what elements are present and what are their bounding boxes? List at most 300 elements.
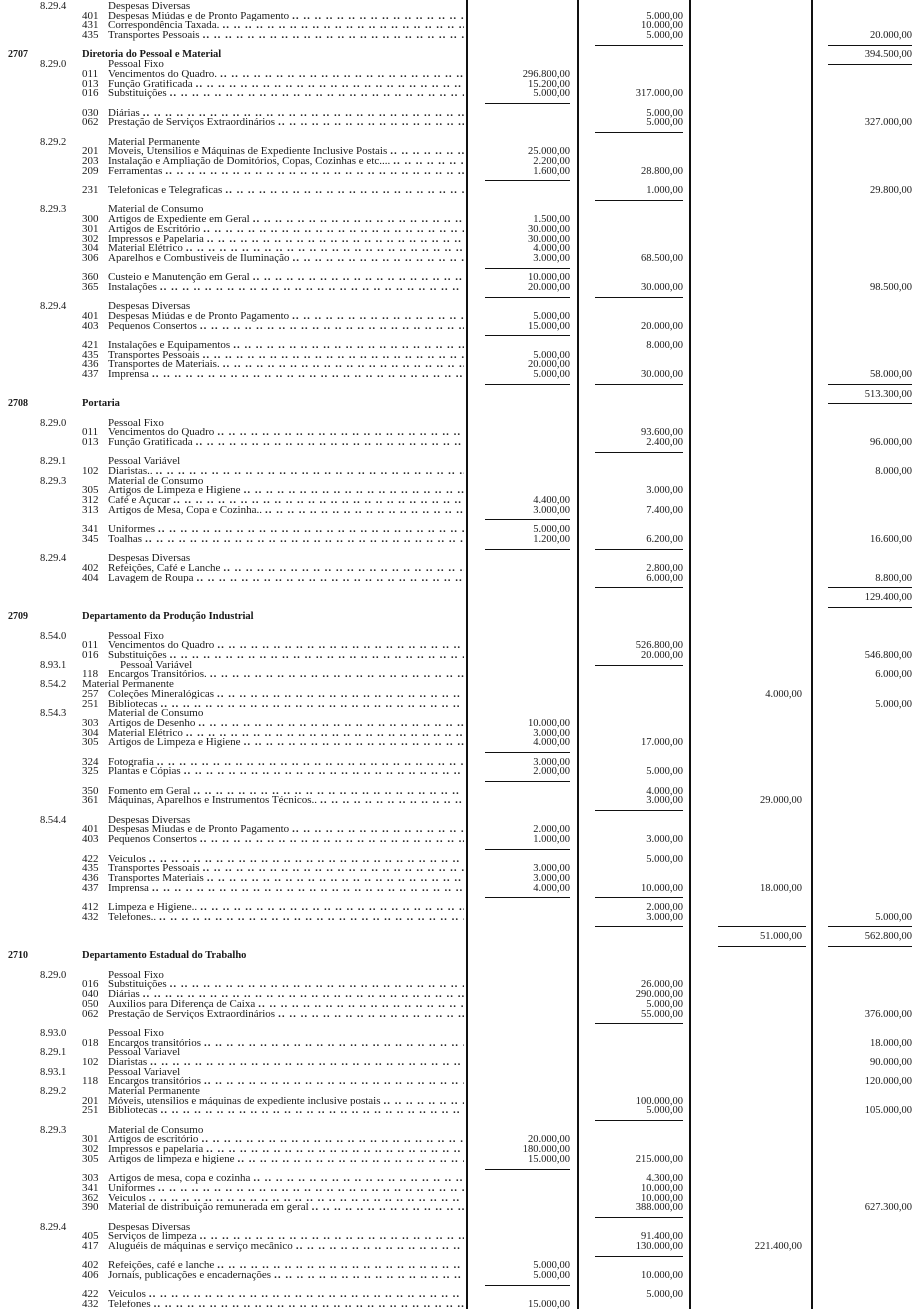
item-description	[108, 70, 464, 80]
separator-row	[0, 845, 915, 855]
item-description	[108, 118, 464, 128]
amount-c4: 627.300,00	[864, 1202, 912, 1214]
dot-leader	[157, 758, 464, 768]
item-description-text: Transportes Materiais	[108, 873, 204, 884]
item-number: 402	[82, 561, 99, 574]
table-row	[0, 687, 915, 700]
section-code: 8.93.1	[40, 659, 67, 671]
item-number: 437	[82, 881, 99, 894]
amount-c4: 327.000,00	[864, 117, 912, 129]
item-number: 303	[82, 1172, 99, 1185]
total-row	[0, 390, 915, 400]
department-row	[0, 612, 915, 622]
item-description-text: Moveis, Utensilios e Máquinas de Expediente Inclusive Postais	[108, 147, 388, 157]
table-row	[0, 186, 915, 196]
item-description	[108, 1039, 464, 1049]
section-heading-row	[0, 1048, 915, 1058]
amount-c1: 3.000,00	[533, 872, 570, 884]
subtotal-rule	[485, 1285, 570, 1286]
item-description-text: Artigos de mesa, copa e cozinha	[108, 1174, 251, 1184]
amount-c2: 1.000,00	[646, 185, 683, 197]
item-description-text: Vencimentos do Quadro	[108, 641, 215, 651]
separator-row	[0, 1213, 915, 1223]
item-number: 013	[82, 77, 99, 90]
item-description	[108, 1000, 464, 1010]
item-number: 304	[82, 242, 99, 255]
subtotal-rule	[828, 607, 912, 608]
amount-c4: 5.000,00	[875, 698, 912, 710]
table-row	[0, 980, 915, 990]
amount-c2: 4.300,00	[646, 1173, 683, 1185]
item-description	[108, 719, 464, 729]
item-number: 325	[82, 765, 99, 778]
subtotal-rule	[595, 926, 683, 927]
subtotal-rule	[595, 1023, 683, 1024]
item-number: 417	[82, 1240, 99, 1252]
dot-leader	[223, 564, 464, 574]
dot-leader	[193, 787, 464, 797]
item-description	[108, 913, 464, 923]
amount-c2: 10.000,00	[641, 1182, 683, 1194]
item-description	[108, 1271, 464, 1281]
item-description-text: Coleções Mineralógicas	[108, 689, 214, 700]
item-number: 201	[82, 145, 99, 158]
item-description-text: Instalações e Equipamentos	[108, 341, 231, 351]
dot-leader	[292, 254, 464, 264]
item-description-text: Custeio e Manutenção em Geral	[108, 273, 250, 283]
table-row	[0, 1191, 915, 1204]
item-description	[108, 370, 464, 380]
dot-leader	[149, 1194, 464, 1204]
item-description	[108, 1077, 464, 1087]
column-divider	[577, 0, 579, 1309]
dot-leader	[200, 903, 464, 913]
section-heading-row	[0, 1068, 915, 1078]
item-description	[108, 738, 464, 748]
section-code: 8.29.4	[40, 1, 67, 12]
item-number: 432	[82, 910, 99, 923]
item-description-text: Móveis, utensilios e máquinas de expediente inclusive postais	[108, 1096, 381, 1107]
table-row	[0, 31, 915, 41]
item-description	[108, 864, 464, 874]
item-description-text: Uniformes	[108, 525, 156, 535]
separator-row	[0, 1252, 915, 1262]
section-code: 8.93.0	[40, 1027, 67, 1039]
item-description	[108, 767, 464, 777]
item-description-text: Artigos de Limpeza e Higiene	[108, 738, 241, 748]
amount-c4: 90.000,00	[870, 1056, 912, 1068]
section-code: 8.54.3	[40, 708, 67, 720]
item-description-text: Artigos de Desenho	[108, 718, 196, 729]
section-code: 8.29.1	[40, 1047, 67, 1059]
item-description	[108, 855, 464, 865]
section-heading: Material Permanente	[108, 1087, 200, 1097]
section-code: 8.54.0	[40, 630, 67, 642]
dot-leader	[200, 322, 464, 332]
item-number: 435	[82, 29, 99, 42]
amount-c1: 5.000,00	[533, 88, 570, 100]
dot-leader	[196, 80, 464, 90]
item-description	[108, 12, 464, 22]
item-description	[108, 1300, 464, 1310]
item-description-text: Veiculos	[108, 854, 146, 865]
amount-c2: 5.000,00	[646, 107, 683, 119]
item-description	[108, 225, 464, 235]
dot-leader	[274, 1271, 464, 1281]
separator-row	[0, 748, 915, 758]
dot-leader	[220, 70, 464, 80]
amount-c1: 15.000,00	[528, 1153, 570, 1165]
department-number: 2708	[8, 398, 28, 410]
item-description	[108, 31, 464, 41]
subtotal-rule	[595, 452, 683, 453]
item-number: 016	[82, 649, 99, 662]
separator-row	[0, 1116, 915, 1126]
table-row	[0, 641, 915, 651]
subtotal-rule	[595, 1120, 683, 1121]
dot-leader	[217, 641, 464, 651]
subtotal-rule	[595, 384, 683, 385]
item-description-text: Material Elétrico	[108, 244, 183, 254]
subtotal-rule	[485, 103, 570, 104]
section-heading: Despesas Diversas	[108, 554, 191, 564]
dot-leader	[165, 167, 464, 177]
item-description	[108, 186, 464, 196]
table-row	[0, 670, 915, 680]
item-description	[108, 1106, 464, 1116]
item-description-text: Instalações	[108, 282, 157, 293]
amount-c2: 7.400,00	[646, 504, 683, 516]
item-description-text: Diaristas	[108, 1057, 148, 1068]
amount-c2: 388.000,00	[635, 1202, 683, 1214]
item-number: 030	[82, 106, 99, 119]
item-number: 251	[82, 1104, 99, 1117]
dot-leader	[217, 690, 464, 700]
item-description-text: Refeições, Café e Lanche	[108, 563, 221, 574]
item-description-text: Máquinas, Aparelhos e Instrumentos Técnicos..	[108, 796, 318, 806]
item-description	[108, 787, 464, 797]
item-description	[108, 21, 464, 31]
item-description-text: Refeições, café e lanche	[108, 1261, 215, 1271]
table-row	[0, 370, 915, 380]
table-row	[0, 232, 915, 245]
dot-leader	[170, 651, 464, 661]
amount-c2: 5.000,00	[646, 10, 683, 22]
section-code: 8.29.2	[40, 1086, 67, 1097]
section-heading-row	[0, 302, 915, 312]
section-code: 8.29.2	[40, 136, 67, 148]
amount-c1: 180.000,00	[522, 1144, 570, 1156]
item-number: 251	[82, 697, 99, 710]
amount-c1: 296.800,00	[522, 68, 570, 80]
item-description	[108, 535, 464, 545]
amount-c1: 20.000,00	[528, 359, 570, 371]
item-description	[108, 283, 464, 293]
amount-c2: 10.000,00	[641, 1192, 683, 1204]
table-row	[0, 571, 915, 584]
item-description	[108, 1290, 464, 1300]
subtotal-rule	[595, 665, 683, 666]
dot-leader	[170, 980, 464, 990]
separator-row	[0, 128, 915, 138]
item-number: 062	[82, 1007, 99, 1020]
subtotal-rule	[485, 335, 570, 336]
item-description	[108, 1174, 464, 1184]
amount-c2: 55.000,00	[641, 1008, 683, 1020]
item-description-text: Artigos de Escritório	[108, 224, 201, 235]
dot-leader	[158, 1184, 464, 1194]
item-description-text: Substituições	[108, 651, 167, 661]
table-row	[0, 1174, 915, 1184]
item-description-text: Transportes Pessoais	[108, 31, 200, 41]
amount-c1: 4.000,00	[533, 243, 570, 255]
dot-leader	[253, 215, 464, 225]
table-row	[0, 77, 915, 90]
item-number: 201	[82, 1094, 99, 1107]
item-number: 313	[82, 503, 99, 516]
item-description-text: Prestação de Serviços Extraordinários	[108, 1009, 276, 1020]
item-description-text: Diárias	[108, 990, 140, 1000]
item-number: 257	[82, 687, 99, 700]
dot-leader	[143, 990, 464, 1000]
table-row	[0, 1036, 915, 1049]
item-description-text: Serviços de limpeza	[108, 1232, 197, 1242]
section-heading: Material de Consumo	[108, 205, 204, 216]
amount-c2: 5.000,00	[646, 30, 683, 42]
table-row	[0, 147, 915, 157]
section-code: 8.29.0	[40, 969, 67, 981]
amount-c1: 1.500,00	[533, 214, 570, 226]
amount-c4: 105.000,00	[864, 1105, 912, 1117]
dot-leader	[159, 913, 464, 923]
amount-c3: 51.000,00	[760, 931, 802, 942]
table-row	[0, 852, 915, 865]
item-description	[108, 1145, 464, 1155]
table-row	[0, 825, 915, 835]
item-description	[108, 874, 464, 884]
section-heading: Pessoal Variável	[108, 457, 181, 467]
item-description	[108, 351, 464, 361]
amount-c1: 3.000,00	[533, 504, 570, 516]
item-number: 301	[82, 1133, 99, 1146]
item-number: 040	[82, 988, 99, 1001]
table-row	[0, 835, 915, 845]
amount-c2: 5.000,00	[646, 117, 683, 129]
section-code: 8.54.2	[40, 679, 67, 691]
table-row	[0, 716, 915, 729]
item-number: 118	[82, 668, 99, 681]
department-title: Portaria	[82, 398, 120, 410]
item-number: 016	[82, 978, 99, 991]
item-description	[108, 157, 464, 167]
amount-c4: 29.800,00	[870, 185, 912, 197]
section-heading: Despesas Diversas	[108, 302, 191, 312]
amount-c4: 96.000,00	[870, 436, 912, 448]
item-description	[108, 254, 464, 264]
dot-leader	[217, 1261, 464, 1271]
item-description	[108, 496, 464, 506]
item-description-text: Artigos de Mesa, Copa e Cozinha..	[108, 505, 262, 516]
item-description	[108, 641, 464, 651]
amount-c2: 26.000,00	[641, 979, 683, 991]
item-number: 102	[82, 465, 99, 477]
item-description	[108, 486, 464, 496]
amount-c2: 5.000,00	[646, 1105, 683, 1117]
dot-leader	[204, 1077, 464, 1087]
item-number: 050	[82, 997, 99, 1010]
item-number: 303	[82, 716, 99, 729]
dot-leader	[292, 12, 464, 22]
item-number: 011	[82, 639, 99, 652]
dot-leader	[156, 467, 464, 477]
separator-row	[0, 1019, 915, 1029]
section-heading-row	[0, 1029, 915, 1039]
item-number: 422	[82, 852, 99, 865]
amount-c1: 5.000,00	[533, 1260, 570, 1272]
amount-c2: 17.000,00	[641, 737, 683, 749]
department-row	[0, 951, 915, 961]
item-description-text: Telefonicas e Telegraficas	[108, 186, 223, 196]
item-description	[108, 825, 464, 835]
item-number: 362	[82, 1191, 99, 1204]
dot-leader	[160, 283, 464, 293]
department-title: Departamento da Produção Industrial	[82, 611, 254, 623]
section-heading-row	[0, 60, 915, 70]
amount-c2: 215.000,00	[635, 1153, 683, 1165]
item-description-text: Jornais, publicações e encadernações	[108, 1271, 272, 1281]
item-description-text: Pequenos Consertos	[108, 321, 197, 332]
item-description-text: Despesas Miúdas e de Pronto Pagamento	[108, 312, 290, 322]
item-description-text: Encargos transitórios	[108, 1077, 201, 1087]
subtotal-rule	[718, 926, 806, 927]
dot-leader	[152, 370, 464, 380]
separator-row	[0, 1165, 915, 1175]
column-divider	[689, 0, 691, 1309]
subtotal-rule	[828, 64, 912, 65]
dot-leader	[278, 1010, 464, 1020]
section-heading: Material de Consumo	[108, 1125, 204, 1136]
amount-c1: 25.000,00	[528, 146, 570, 158]
column-divider	[466, 0, 468, 1309]
item-description	[108, 564, 464, 574]
table-row	[0, 1261, 915, 1271]
item-description	[108, 1261, 464, 1271]
section-heading-row	[0, 138, 915, 148]
item-description	[108, 167, 464, 177]
amount-c2: 5.000,00	[646, 1289, 683, 1301]
item-description	[108, 884, 464, 894]
table-row	[0, 348, 915, 361]
item-description-text: Plantas e Cópias	[108, 767, 181, 777]
item-description	[108, 670, 464, 680]
subtotal-rule	[828, 384, 912, 385]
item-description	[108, 690, 464, 700]
item-description-text: Transportes de Materiais.	[108, 360, 220, 371]
section-heading-row	[0, 1223, 915, 1233]
item-number: 312	[82, 494, 99, 507]
section-heading: Pessoal Variavel	[108, 1048, 181, 1058]
subtotal-rule	[828, 45, 912, 46]
dot-leader	[320, 796, 464, 806]
table-row	[0, 21, 915, 31]
section-code: 8.29.1	[40, 456, 67, 468]
section-code: 8.29.0	[40, 59, 67, 71]
total-row	[0, 593, 915, 603]
item-description	[108, 1184, 464, 1194]
amount-c2: 93.600,00	[641, 427, 683, 439]
dot-leader	[186, 244, 464, 254]
amount-c2: 5.000,00	[646, 998, 683, 1010]
section-code: 8.54.4	[40, 814, 67, 826]
section-heading-row	[0, 419, 915, 429]
table-row	[0, 118, 915, 128]
item-number: 350	[82, 784, 99, 797]
item-description-text: Diárias	[108, 108, 140, 119]
table-row	[0, 312, 915, 322]
table-row	[0, 796, 915, 806]
department-row	[0, 50, 915, 60]
amount-c2: 526.800,00	[635, 640, 683, 652]
subtotal-rule	[485, 268, 570, 269]
table-row	[0, 881, 915, 894]
dot-leader	[201, 1135, 464, 1145]
dot-leader	[292, 312, 464, 322]
table-row	[0, 1106, 915, 1116]
item-description	[108, 525, 464, 535]
amount-c1: 5.000,00	[533, 311, 570, 322]
subtotal-rule	[485, 897, 570, 898]
dot-leader	[184, 767, 464, 777]
amount-c1: 3.000,00	[533, 727, 570, 739]
amount-c1: 5.000,00	[533, 369, 570, 381]
item-description-text: Instalação e Ampliação de Domitórios, Copas, Cozinhas e etc....	[108, 157, 391, 167]
section-code: 8.29.4	[40, 301, 67, 313]
item-description	[108, 147, 464, 157]
item-number: 401	[82, 310, 99, 322]
dot-leader	[292, 825, 464, 835]
table-row	[0, 561, 915, 574]
amount-c1: 1.600,00	[533, 165, 570, 177]
item-description-text: Substituições	[108, 980, 167, 991]
dot-leader	[253, 1174, 464, 1184]
amount-c1: 2.000,00	[533, 766, 570, 778]
section-heading: Pessoal Fixo	[108, 631, 164, 642]
item-number: 436	[82, 871, 99, 884]
separator-row	[0, 409, 915, 419]
dot-leader	[207, 874, 464, 884]
amount-c4: 58.000,00	[870, 369, 912, 381]
amount-c1: 15.000,00	[528, 320, 570, 332]
section-code: 8.29.4	[40, 1221, 67, 1233]
amount-c2: 290.000,00	[635, 989, 683, 1001]
dot-leader	[161, 1106, 465, 1116]
item-number: 062	[82, 116, 99, 129]
section-heading-row	[0, 205, 915, 215]
item-number: 304	[82, 726, 99, 739]
amount-c2: 68.500,00	[641, 252, 683, 264]
item-number: 305	[82, 484, 99, 497]
section-heading: Pessoal Fixo	[108, 418, 164, 429]
amount-c4: 120.000,00	[864, 1076, 912, 1088]
amount-c1: 4.400,00	[533, 495, 570, 507]
dot-leader	[203, 864, 464, 874]
amount-c1: 10.000,00	[528, 272, 570, 284]
item-description-text: Diaristas..	[108, 467, 153, 477]
separator-row	[0, 515, 915, 525]
item-description-text: Despesas Miúdas e de Pronto Pagamento	[108, 11, 290, 22]
table-row	[0, 1271, 915, 1281]
subtotal-rule	[485, 519, 570, 520]
